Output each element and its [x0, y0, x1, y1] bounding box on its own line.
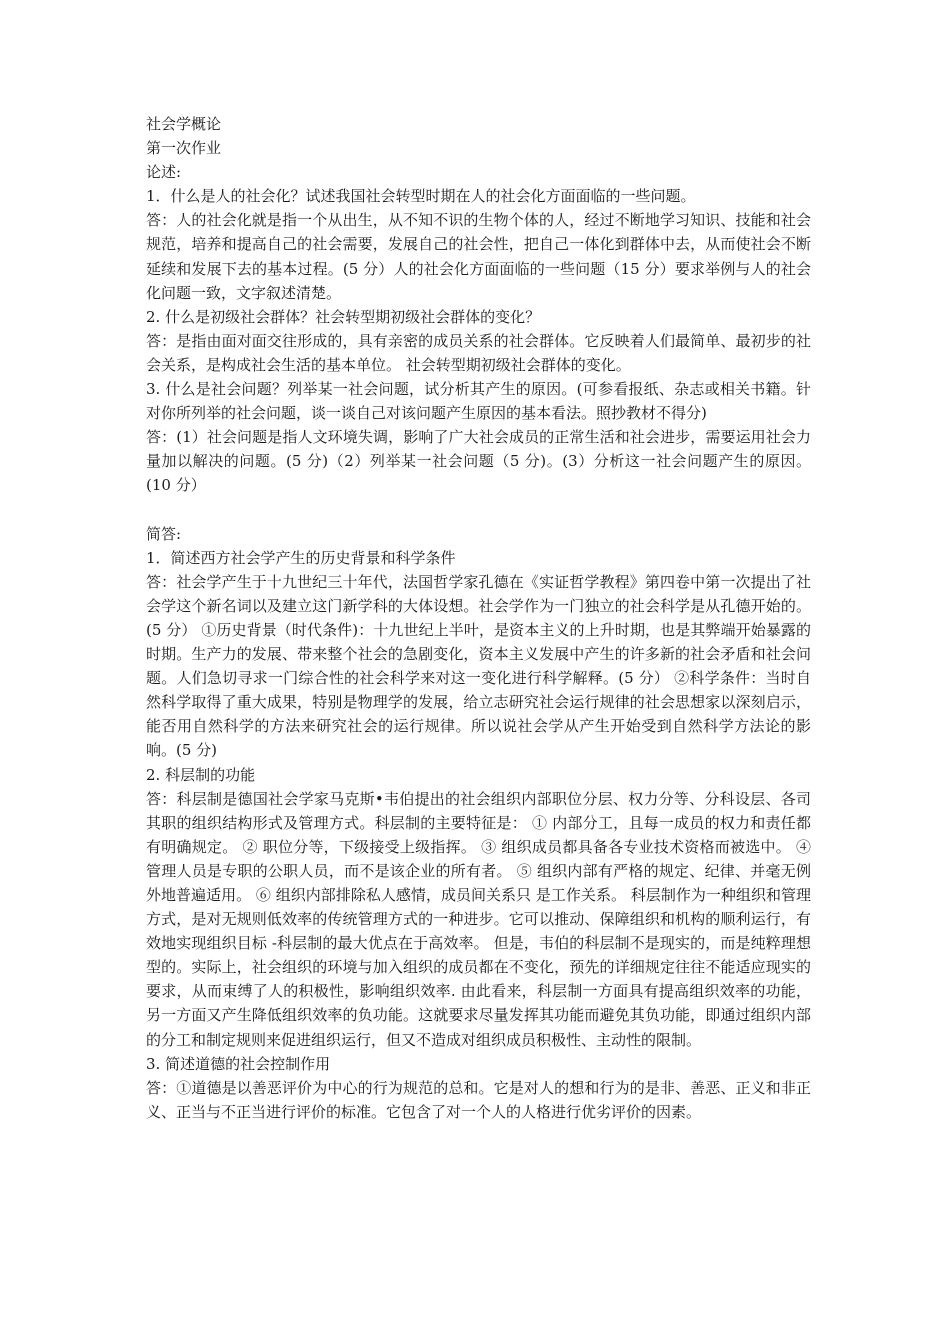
- course-title: 社会学概论: [146, 115, 222, 133]
- short-answer-1: 答：社会学产生于十九世纪三十年代，法国哲学家孔德在《实证哲学教程》第四卷中第一次提出了社会学这个新名词以及建立这门新学科的大体设想。社会学作为一门独立的社会科学是从孔德开始的。(5 分） ①历史背景（时代条件)：十九世纪上半叶，是资本主义的上升时期，也是其弊端开始暴露的时期。生产力的发展、带来整个社会的急剧变化，资本主义发展中产生的许多新的社会矛盾和社会问题。人们急切寻求一门综合性的社会科学来对这一变化进行科学解释。(5 分） ②科学条件：当时自然科学取得了重大成果，特别是物理学的发展，给立志研究社会运行规律的社会思想家以深刻启示，能否用自然科学的方法来研究社会的运行规律。所以说社会学从产生开始受到自然科学方法论的影响。(5 分): [146, 572, 811, 760]
- essay-question-1: 1．什么是人的社会化？试述我国社会转型时期在人的社会化方面面临的一些问题。: [146, 187, 696, 206]
- essay-answer-2: 答：是指由面对面交往形成的，具有亲密的成员关系的社会群体。它反映着人们最简单、最初步的社会关系，是构成社会生活的基本单位。 社会转型期初级社会群体的变化。: [146, 331, 811, 374]
- short-question-3: 3. 简述道德的社会控制作用: [146, 1054, 331, 1073]
- essay-answer-1: 答：人的社会化就是指一个从出生，从不知不识的生物个体的人，经过不断地学习知识、技能和社会规范，培养和提高自己的社会需要，发展自己的社会性，把自己一体化到群体中去，从而使社会不断延续和发展下去的基本过程。(5 分）人的社会化方面面临的一些问题（15 分）要求举例与人的社会化问题一致，文字叙述清楚。: [146, 211, 811, 302]
- short-section-heading: 简答:: [146, 524, 182, 543]
- short-answer-3: 答：①道德是以善恶评价为中心的行为规范的总和。它是对人的想和行为的是非、善恶、正义和非正义、正当与不正当进行评价的标准。它包含了对一个人的人格进行优劣评价的因素。: [146, 1078, 811, 1121]
- short-question-2: 2. 科层制的功能: [146, 765, 256, 784]
- section-spacer: [146, 498, 811, 522]
- short-answer-2: 答：科层制是德国社会学家马克斯•韦伯提出的社会组织内部职位分层、权力分等、分科设层、各司其职的组织结构形式及管理方式。科层制的主要特征是： ① 内部分工，且每一成员的权力和责任都有明确规定。 ② 职位分等，下级接受上级指挥。 ③ 组织成员都具备各专业技术资格而被选中。 ④ 管理人员是专职的公职人员，而不是该企业的所有者。 ⑤ 组织内部有严格的规定、纪律、并毫无例外地普遍适用。 ⑥ 组织内部排除私人感情，成员间关系只 是工作关系。 科层制作为一种组织和管理方式，是对无规则低效率的传统管理方式的一种进步。它可以推动、保障组织和机构的顺利运行，有效地实现组织目标 -科层制的最大优点在于高效率。 但是，韦伯的科层制不是现实的，而是纯粹理想型的。实际上，社会组织的环境与加入组织的成员都在不变化，预先的详细规定往往不能适应现实的要求，从而束缚了人的积极性，影响组织效率. 由此看来，科层制一方面具有提高组织效率的功能，另一方面又产生降低组织效率的负功能。这就要求尽量发挥其功能而避免其负功能，即通过组织内部的分工和制定规则来促进组织运行，但又不造成对组织成员积极性、主动性的限制。: [146, 789, 811, 1049]
- essay-question-3: 3. 什么是社会问题？列举某一社会问题，试分析其产生的原因。(可参看报纸、杂志或相关书籍。针对你所列举的社会问题，谈一谈自己对该问题产生原因的基本看法。照抄教材不得分): [146, 380, 811, 423]
- essay-section-heading: 论述:: [146, 163, 182, 182]
- document-page: [146, 112, 811, 1124]
- assignment-title: 第一次作业: [146, 139, 222, 158]
- essay-question-2: 2. 什么是初级社会群体？社会转型期初级社会群体的变化？: [146, 307, 541, 326]
- essay-answer-3: 答：(1）社会问题是指人文环境失调，影响了广大社会成员的正常生活和社会进步，需要运用社会力量加以解决的问题。(5 分)（2）列举某一社会问题（5 分)。(3）分析这一社会问题产生的原因。(10 分）: [146, 428, 811, 495]
- short-question-1: 1．简述西方社会学产生的历史背景和科学条件: [146, 548, 456, 567]
